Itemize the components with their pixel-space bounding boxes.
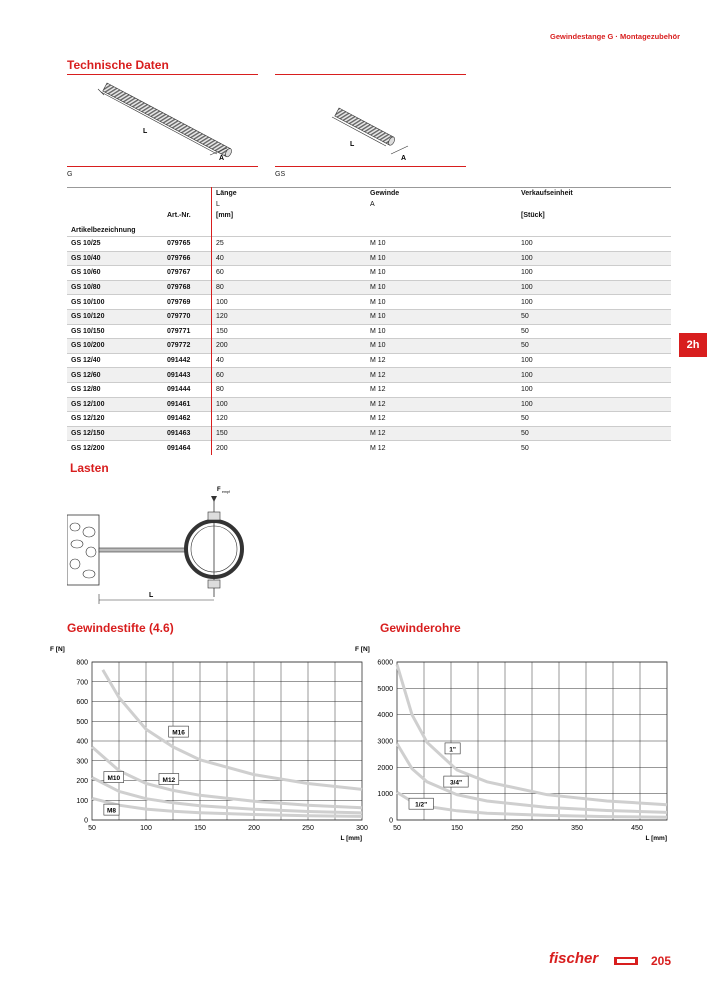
designation-cell: GS 12/60 <box>67 368 163 383</box>
x-tick-label: 50 <box>88 825 96 832</box>
pack-cell: 50 <box>517 426 671 441</box>
header-designation: Artikelbezeichnung <box>71 227 136 234</box>
art-nr-cell: 091442 <box>163 353 212 368</box>
table-row <box>67 237 671 252</box>
x-axis-label: L [mm] <box>340 835 362 842</box>
pack-cell: 100 <box>517 353 671 368</box>
length-cell: 150 <box>212 324 367 339</box>
art-nr-cell: 091462 <box>163 412 212 427</box>
chart-gewindestifte <box>50 640 370 850</box>
thread-cell: M 12 <box>366 382 517 397</box>
length-cell: 120 <box>212 412 367 427</box>
table-row <box>67 441 671 455</box>
designation-cell: GS 10/60 <box>67 266 163 281</box>
table-row <box>67 324 671 339</box>
x-tick-label: 450 <box>631 825 643 832</box>
designation-cell: GS 10/150 <box>67 324 163 339</box>
art-nr-cell: 079771 <box>163 324 212 339</box>
table-row <box>67 412 671 427</box>
designation-cell: GS 10/100 <box>67 295 163 310</box>
designation-cell: GS 12/200 <box>67 441 163 455</box>
art-nr-cell: 091461 <box>163 397 212 412</box>
header-thread: Gewinde <box>366 188 517 200</box>
spec-table-body <box>67 237 671 455</box>
art-nr-cell: 079770 <box>163 309 212 324</box>
y-tick-label: 1000 <box>377 791 393 799</box>
page-header-title: Gewindestange G · Montagezubehör <box>549 32 680 41</box>
load-diagram <box>67 482 267 607</box>
figure-caption-gs: GS <box>275 171 286 178</box>
table-header-row-4 <box>67 221 671 237</box>
pack-cell: 100 <box>517 368 671 383</box>
x-tick-label: 300 <box>356 825 368 832</box>
rule-mid-left <box>67 166 258 167</box>
pack-cell: 50 <box>517 412 671 427</box>
designation-cell: GS 10/25 <box>67 237 163 252</box>
length-cell: 100 <box>212 397 367 412</box>
length-cell: 80 <box>212 280 367 295</box>
x-tick-label: 250 <box>302 825 314 832</box>
designation-cell: GS 12/120 <box>67 412 163 427</box>
header-length-sym: L <box>216 201 220 208</box>
thread-cell: M 10 <box>366 324 517 339</box>
y-tick-label: 500 <box>76 718 88 726</box>
designation-cell: GS 10/80 <box>67 280 163 295</box>
threaded-rod <box>99 548 185 552</box>
art-nr-cell: 079768 <box>163 280 212 295</box>
series-label: M10 <box>107 775 121 783</box>
series-label: 3/4" <box>449 779 463 787</box>
length-cell: 100 <box>212 295 367 310</box>
thread-cell: M 10 <box>366 339 517 354</box>
length-cell: 80 <box>212 382 367 397</box>
y-tick-label: 100 <box>76 797 88 805</box>
x-tick-label: 350 <box>571 825 583 832</box>
pack-cell: 100 <box>517 397 671 412</box>
pack-cell: 100 <box>517 237 671 252</box>
table-header-row-1 <box>67 188 671 200</box>
y-tick-label: 4000 <box>377 712 393 720</box>
rule-top-right <box>275 74 466 75</box>
y-axis-label: F [N] <box>50 646 65 653</box>
length-cell: 40 <box>212 353 367 368</box>
table-row <box>67 397 671 412</box>
series-label: 1/2" <box>415 801 428 809</box>
header-length-unit: [mm] <box>216 212 234 219</box>
y-tick-label: 600 <box>76 699 88 706</box>
thread-cell: M 12 <box>366 441 517 455</box>
table-row <box>67 426 671 441</box>
pack-cell: 50 <box>517 339 671 354</box>
length-cell: 150 <box>212 426 367 441</box>
thread-cell: M 12 <box>366 412 517 427</box>
designation-cell: GS 12/150 <box>67 426 163 441</box>
x-tick-label: 200 <box>248 825 260 832</box>
y-tick-label: 2000 <box>377 764 393 772</box>
designation-cell: GS 10/120 <box>67 309 163 324</box>
art-nr-cell: 091444 <box>163 382 212 397</box>
thread-cell: M 10 <box>366 295 517 310</box>
thread-cell: M 12 <box>366 353 517 368</box>
y-tick-label: 6000 <box>377 659 393 667</box>
rule-top-left <box>67 74 258 75</box>
y-tick-label: 5000 <box>377 685 393 693</box>
art-nr-cell: 079772 <box>163 339 212 354</box>
table-row <box>67 339 671 354</box>
section-title-technical: Technische Daten <box>67 58 169 72</box>
table-row <box>67 309 671 324</box>
y-tick-label: 700 <box>76 679 88 687</box>
header-pack-unit: [Stück] <box>521 212 545 219</box>
length-cell: 60 <box>212 266 367 281</box>
table-row <box>67 266 671 281</box>
rule-mid-right <box>275 166 466 167</box>
thread-cell: M 12 <box>366 368 517 383</box>
length-cell: 120 <box>212 309 367 324</box>
pack-cell: 100 <box>517 266 671 281</box>
y-tick-label: 400 <box>76 738 88 746</box>
pack-cell: 50 <box>517 324 671 339</box>
x-tick-label: 100 <box>140 825 152 832</box>
pack-cell: 100 <box>517 280 671 295</box>
series-label: M12 <box>162 777 176 785</box>
header-pack: Verkaufseinheit <box>517 188 671 200</box>
pack-cell: 100 <box>517 382 671 397</box>
load-length-label: L <box>149 592 154 599</box>
force-arrow-icon <box>211 496 217 502</box>
pack-cell: 100 <box>517 295 671 310</box>
art-nr-cell: 091463 <box>163 426 212 441</box>
fischer-plug-icon <box>614 955 638 967</box>
thread-cell: M 10 <box>366 309 517 324</box>
pack-cell: 50 <box>517 441 671 455</box>
force-label-sub: empf <box>222 490 230 494</box>
header-length: Länge <box>212 188 367 200</box>
header-thread-sym: A <box>370 201 375 208</box>
length-cell: 200 <box>212 441 367 455</box>
series-label: M8 <box>106 807 116 815</box>
length-cell: 60 <box>212 368 367 383</box>
thread-cell: M 10 <box>366 266 517 281</box>
section-title-loads: Lasten <box>70 461 109 475</box>
table-row <box>67 382 671 397</box>
art-nr-cell: 091464 <box>163 441 212 455</box>
threaded-rod-gs-figure <box>275 100 466 166</box>
x-tick-label: 50 <box>393 825 401 832</box>
gs-label-l: L <box>350 141 355 148</box>
chart1-title: Gewindestifte (4.6) <box>67 621 174 635</box>
art-nr-cell: 091443 <box>163 368 212 383</box>
art-nr-cell: 079767 <box>163 266 212 281</box>
y-axis-label: F [N] <box>355 646 370 653</box>
y-tick-label: 0 <box>84 817 88 825</box>
thread-cell: M 12 <box>366 397 517 412</box>
series-label: M16 <box>172 729 185 737</box>
length-cell: 200 <box>212 339 367 354</box>
brand-logo: fischer <box>549 950 599 967</box>
art-nr-cell: 079769 <box>163 295 212 310</box>
g-label-l: L <box>143 128 148 135</box>
designation-cell: GS 10/40 <box>67 251 163 266</box>
length-cell: 25 <box>212 237 367 252</box>
g-label-a: A <box>219 155 225 162</box>
x-tick-label: 150 <box>451 825 463 832</box>
art-nr-cell: 079766 <box>163 251 212 266</box>
thread-cell: M 10 <box>366 237 517 252</box>
threaded-rod-g-figure <box>67 78 258 166</box>
length-cell: 40 <box>212 251 367 266</box>
thread-cell: M 12 <box>366 426 517 441</box>
table-row <box>67 353 671 368</box>
series-label: 1" <box>449 746 456 754</box>
thread-cell: M 10 <box>366 251 517 266</box>
table-header-row-2 <box>67 199 671 210</box>
designation-cell: GS 12/80 <box>67 382 163 397</box>
table-row <box>67 295 671 310</box>
chapter-tab: 2h <box>679 333 707 357</box>
designation-cell: GS 12/100 <box>67 397 163 412</box>
designation-cell: GS 12/40 <box>67 353 163 368</box>
spec-table <box>67 187 671 455</box>
chart-gewinderohre <box>355 640 675 850</box>
y-tick-label: 300 <box>76 758 88 766</box>
art-nr-cell: 079765 <box>163 237 212 252</box>
table-row <box>67 280 671 295</box>
x-tick-label: 150 <box>194 825 206 832</box>
header-art-nr: Art.-Nr. <box>163 210 212 221</box>
figure-caption-g: G <box>67 171 73 178</box>
y-tick-label: 3000 <box>377 738 393 746</box>
gs-label-a: A <box>401 155 407 162</box>
table-header-row-3 <box>67 210 671 221</box>
y-tick-label: 0 <box>389 817 393 825</box>
table-row <box>67 368 671 383</box>
pack-cell: 100 <box>517 251 671 266</box>
x-axis-label: L [mm] <box>645 835 667 842</box>
chart2-title: Gewinderohre <box>380 621 461 635</box>
x-tick-label: 250 <box>511 825 523 832</box>
table-row <box>67 251 671 266</box>
designation-cell: GS 10/200 <box>67 339 163 354</box>
y-tick-label: 200 <box>76 778 88 785</box>
thread-cell: M 10 <box>366 280 517 295</box>
y-tick-label: 800 <box>76 659 88 667</box>
page-number: 205 <box>651 954 672 968</box>
force-label: F <box>217 487 221 493</box>
pack-cell: 50 <box>517 309 671 324</box>
